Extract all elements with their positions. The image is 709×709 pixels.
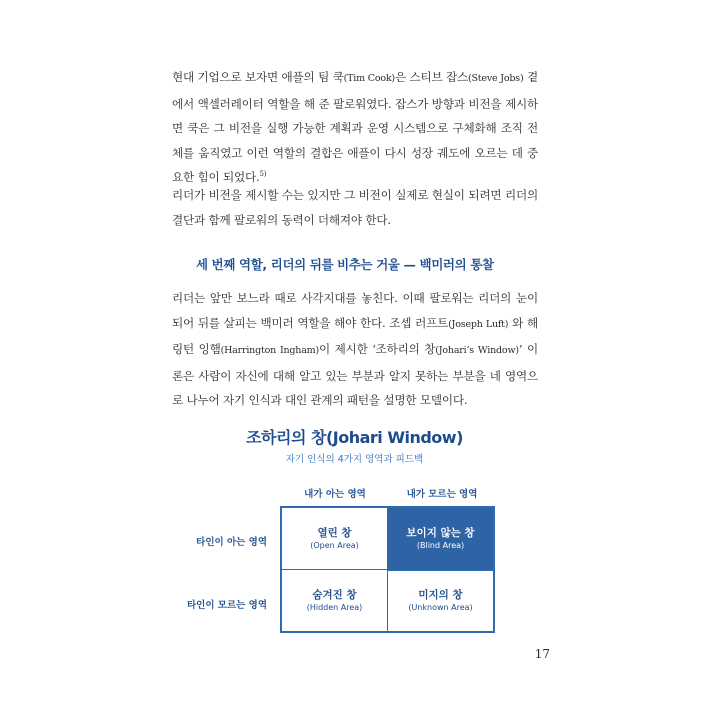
paragraph-text: 리더는 앞만 보느라 때로 사각지대를 놓친다. 이때 팔로워는 리더의 눈이 되어 뒤를 살피는 백미러 역할을 해야 한다. 조셉 러프트	[172, 291, 538, 330]
english-name: (Joseph Luft)	[448, 318, 509, 330]
open-area-cell	[282, 508, 388, 570]
cell-english: (Unknown Area)	[408, 603, 473, 612]
page-number: 17	[534, 647, 550, 661]
cell-name: 열린 창	[317, 526, 352, 539]
cell-name: 숨겨진 창	[312, 588, 357, 601]
english-name: (Johari’s Window)	[435, 345, 519, 357]
cell-name: 보이지 않는 창	[406, 527, 475, 539]
cell-english: (Open Area)	[310, 540, 359, 550]
footnote-marker: 5)	[259, 170, 267, 179]
cell-english: (Hidden Area)	[306, 602, 363, 612]
english-name: (Tim Cook)	[343, 73, 395, 84]
english-name: (Harrington Ingham)	[220, 345, 320, 357]
body-paragraph-2: 리더가 비전을 제시할 수는 있지만 그 비전이 실제로 현실이 되려면 리더의 결단과 함께 팔로워의 동력이 더해져야 한다.	[172, 188, 538, 227]
column-header-known-to-self: 내가 아는 영역	[304, 489, 366, 500]
paragraph-text: 은 스티브 잡스	[394, 70, 468, 84]
blind-area-cell	[388, 508, 493, 570]
english-name: (Steve Jobs)	[467, 73, 524, 84]
section-heading: 세 번째 역할, 리더의 뒤를 비추는 거울 — 백미러의 통찰	[196, 257, 494, 272]
johari-window-grid	[280, 506, 495, 633]
cell-english: (Blind Area)	[416, 541, 465, 550]
hidden-area-cell	[282, 570, 388, 631]
paragraph-text: 이 제시한 ‘조하리의 창	[319, 342, 436, 357]
paragraph-text: 곁에서 액셀러레이터 역할을 해 준 팔로워였다. 잡스가 방향과 비전을 제시하면 쿡은 그 비전을 실행 가능한 계획과 운영 시스템으로 구체화해 조직 전체를 움직였고 이런 역할의 결합은 애플이 다시 성장 궤도에 오르는 데 중요한 힘이 되었다.	[172, 70, 539, 185]
paragraph-text: ’ 이론은 사람이 자신에 대해 알고 있는 부분과 알지 못하는 부분을 네 영역으로 나누어 자기 인식과 대인 관계의 패턴을 설명한 모델이다.	[172, 342, 538, 408]
column-header-unknown-to-self: 내가 모르는 영역	[406, 489, 478, 500]
row-header-known-to-others: 타인이 아는 영역	[196, 537, 267, 548]
body-paragraph-3	[172, 286, 538, 413]
diagram-subtitle: 자기 인식의 4가지 영역과 피드백	[285, 454, 424, 465]
unknown-area-cell	[388, 570, 493, 631]
diagram-title: 조하리의 창(Johari Window)	[246, 428, 463, 447]
cell-name: 미지의 창	[418, 589, 463, 601]
body-paragraph-1	[172, 65, 538, 190]
paragraph-text: 현대 기업으로 보자면 애플의 팀 쿡	[172, 70, 344, 84]
paragraph-text: 와 해링턴 잉햄	[172, 315, 538, 357]
row-header-unknown-to-others: 타인이 모르는 영역	[186, 600, 267, 611]
